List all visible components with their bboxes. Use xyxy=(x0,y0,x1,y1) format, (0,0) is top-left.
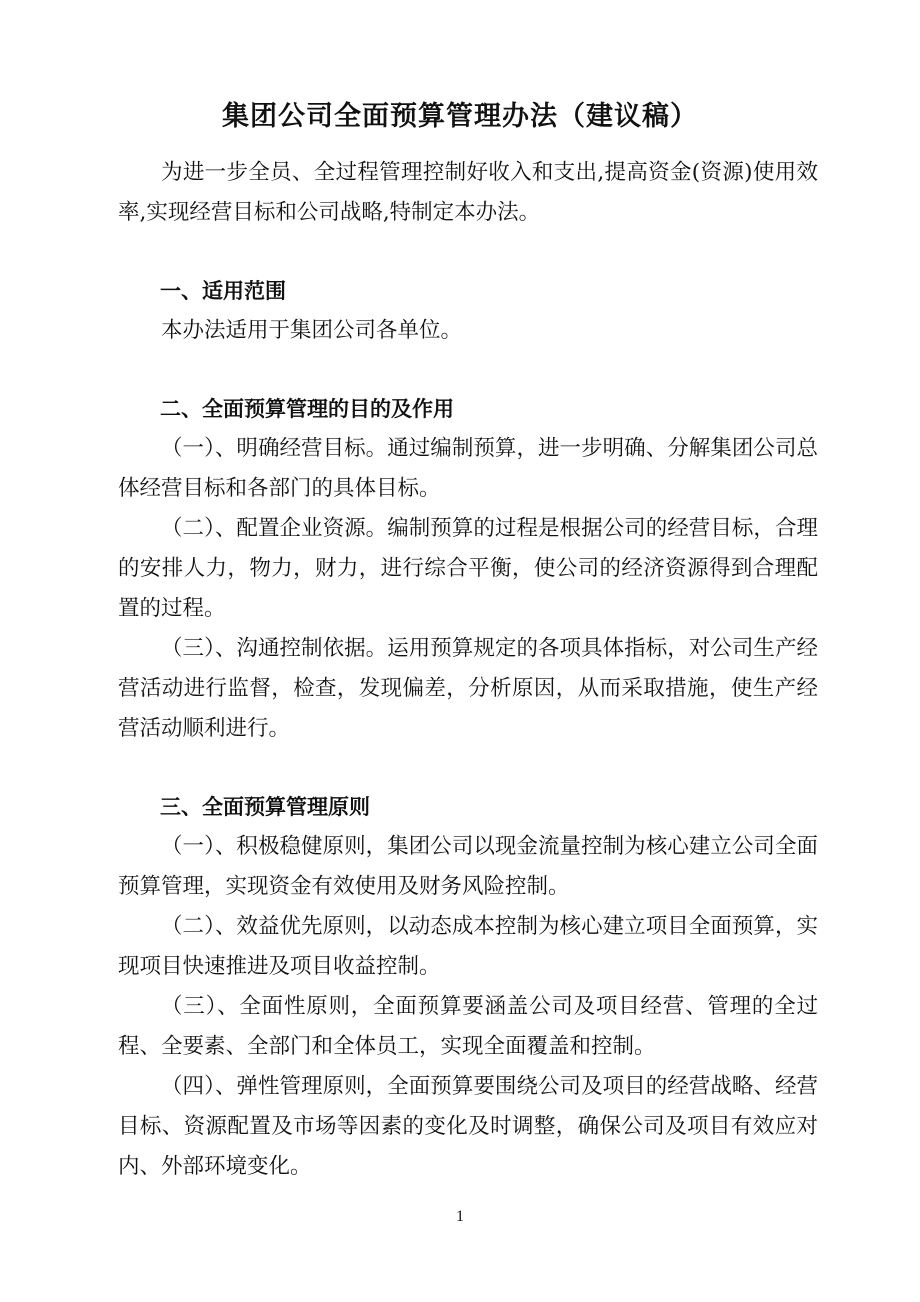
section-paragraph: （二）、效益优先原则，以动态成本控制为核心建立项目全面预算，实现项目快速推进及项目收益控制。 xyxy=(118,914,818,979)
section-scope xyxy=(118,271,818,351)
section-spacer xyxy=(118,749,818,787)
section-principles xyxy=(118,787,818,1187)
section-paragraph: （一）、积极稳健原则，集团公司以现金流量控制为核心建立公司全面预算管理，实现资金有效使用及财务风险控制。 xyxy=(118,834,818,899)
section-heading: 三、全面预算管理原则 xyxy=(160,795,370,819)
section-purpose xyxy=(118,389,818,749)
section-paragraph: 本办法适用于集团公司各单位。 xyxy=(161,318,463,343)
page-number: 1 xyxy=(456,1208,464,1225)
section-spacer xyxy=(118,351,818,389)
intro-paragraph: 为进一步全员、全过程管理控制好收入和支出,提高资金(资源)使用效率,实现经营目标和公司战略,特制定本办法。 xyxy=(118,160,818,225)
document-title: 集团公司全面预算管理办法（建议稿） xyxy=(222,101,698,132)
section-paragraph: （三）、全面性原则，全面预算要涵盖公司及项目经营、管理的全过程、全要素、全部门和全体员工，实现全面覆盖和控制。 xyxy=(118,994,818,1059)
section-spacer xyxy=(118,233,818,271)
document-body xyxy=(118,153,818,1187)
section-heading: 一、适用范围 xyxy=(160,279,286,303)
section-paragraph: （一）、明确经营目标。通过编制预算，进一步明确、分解集团公司总体经营目标和各部门的具体目标。 xyxy=(118,436,818,501)
section-paragraph: （四）、弹性管理原则，全面预算要围绕公司及项目的经营战略、经营目标、资源配置及市场等因素的变化及时调整，确保公司及项目有效应对内、外部环境变化。 xyxy=(118,1074,818,1179)
section-heading: 二、全面预算管理的目的及作用 xyxy=(160,397,454,421)
section-paragraph: （三）、沟通控制依据。运用预算规定的各项具体指标，对公司生产经营活动进行监督，检查，发现偏差，分析原因，从而采取措施，使生产经营活动顺利进行。 xyxy=(118,636,818,741)
section-paragraph: （二）、配置企业资源。编制预算的过程是根据公司的经营目标，合理的安排人力，物力，财力，进行综合平衡，使公司的经济资源得到合理配置的过程。 xyxy=(118,516,818,621)
